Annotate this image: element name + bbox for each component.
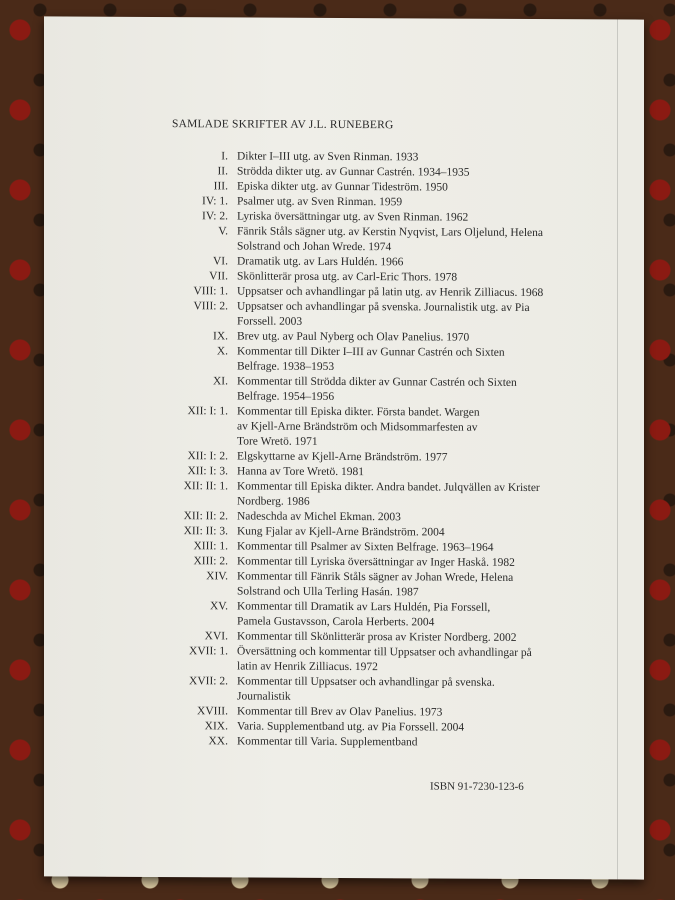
volume-line: Pamela Gustavsson, Carola Herberts. 2004 xyxy=(237,615,435,629)
volume-line: Kommentar till Skönlitterär prosa av Krister Nordberg. 2002 xyxy=(237,630,517,644)
volume-number: X. xyxy=(216,345,228,358)
volume-description xyxy=(237,404,594,451)
volume-number: XII: II: 3. xyxy=(183,525,228,538)
volume-line: Kung Fjalar av Kjell-Arne Brändström. 2004 xyxy=(237,525,445,539)
volume-line: Forssell. 2003 xyxy=(237,315,303,328)
volume-line: Nordberg. 1986 xyxy=(237,495,310,508)
volume-number: II. xyxy=(217,165,228,178)
volume-line: av Kjell-Arne Brändström och Midsommarfesten av xyxy=(237,420,478,434)
volume-number: VIII: 2. xyxy=(193,300,228,313)
volume-entry xyxy=(154,224,594,256)
volume-number: XIII: 2. xyxy=(193,555,228,568)
volume-number: XII: II: 2. xyxy=(183,510,228,523)
volume-line: Lyriska översättningar utg. av Sven Rinman. 1962 xyxy=(237,210,469,224)
volume-line: Varia. Supplementband utg. av Pia Forssell. 2004 xyxy=(237,720,465,734)
volume-line: Kommentar till Brev av Olav Panelius. 1973 xyxy=(237,705,443,719)
volume-line: Uppsatser och avhandlingar på svenska. Journalistik utg. av Pia xyxy=(237,300,530,314)
volume-line: Psalmer utg. av Sven Rinman. 1959 xyxy=(237,195,403,209)
volume-number: I. xyxy=(221,150,228,163)
volume-line: Kommentar till Uppsatser och avhandlingar på svenska. xyxy=(237,675,495,689)
volume-description xyxy=(237,374,594,406)
volume-number: XII: I: 2. xyxy=(187,450,228,463)
volume-number: XVIII. xyxy=(197,705,228,718)
volume-number: XII: I: 1. xyxy=(187,405,228,418)
volume-line: Brev utg. av Paul Nyberg och Olav Panelius. 1970 xyxy=(237,330,470,344)
volume-entry xyxy=(154,644,594,676)
volume-number: IX. xyxy=(212,330,228,343)
volume-list xyxy=(154,149,594,751)
volume-entry xyxy=(154,569,594,601)
volume-line: Översättning och kommentar till Uppsatser och avhandlingar på xyxy=(237,645,532,659)
volume-description xyxy=(237,734,594,751)
spine-fold xyxy=(617,19,618,879)
volume-entry xyxy=(154,599,594,631)
volume-line: Kommentar till Episka dikter. Första bandet. Wargen xyxy=(237,405,480,419)
volume-number: XVII: 2. xyxy=(189,675,228,688)
volume-line: Kommentar till Lyriska översättningar av Inger Haskå. 1982 xyxy=(237,555,515,569)
book-back-cover xyxy=(44,16,644,879)
volume-entry xyxy=(154,734,594,751)
volume-line: Belfrage. 1954–1956 xyxy=(237,390,335,403)
volume-description xyxy=(237,479,594,511)
volume-number: III. xyxy=(213,180,228,193)
volume-entry xyxy=(154,479,594,511)
volume-line: Kommentar till Dramatik av Lars Huldén, Pia Forssell, xyxy=(237,600,491,614)
volume-line: Hanna av Tore Wretö. 1981 xyxy=(237,465,365,479)
volume-entry xyxy=(154,404,594,451)
volume-line: Solstrand och Ulla Terling Hasán. 1987 xyxy=(237,585,419,599)
volume-line: Solstrand och Johan Wrede. 1974 xyxy=(237,240,392,254)
volume-line: Kommentar till Dikter I–III av Gunnar Castrén och Sixten xyxy=(237,345,505,359)
volume-line: Belfrage. 1938–1953 xyxy=(237,360,335,373)
series-title: SAMLADE SKRIFTER AV J.L. RUNEBERG xyxy=(172,118,394,132)
volume-number: V. xyxy=(218,225,228,238)
volume-line: Elgskyttarne av Kjell-Arne Brändström. 1977 xyxy=(237,450,448,464)
volume-description xyxy=(237,674,594,706)
volume-line: Nadeschda av Michel Ekman. 2003 xyxy=(237,510,401,524)
volume-number: VI. xyxy=(212,255,228,268)
volume-line: Kommentar till Fänrik Ståls sägner av Johan Wrede, Helena xyxy=(237,570,514,584)
volume-entry xyxy=(154,299,594,331)
volume-line: Skönlitterär prosa utg. av Carl-Eric Thors. 1978 xyxy=(237,270,458,284)
volume-description xyxy=(237,644,594,676)
volume-number: IV: 1. xyxy=(202,195,228,208)
volume-line: Episka dikter utg. av Gunnar Tideström. 1950 xyxy=(237,180,448,194)
volume-description xyxy=(237,299,594,331)
volume-number: XIX. xyxy=(204,720,228,733)
volume-line: Uppsatser och avhandlingar på latin utg. av Henrik Zilliacus. 1968 xyxy=(237,285,544,300)
volume-line: Dramatik utg. av Lars Huldén. 1966 xyxy=(237,255,404,269)
volume-line: Fänrik Ståls sägner utg. av Kerstin Nyqvist, Lars Oljelund, Helena xyxy=(237,225,543,240)
volume-number: XVII: 1. xyxy=(189,645,228,658)
volume-number: XII: II: 1. xyxy=(183,480,228,493)
volume-line: Tore Wretö. 1971 xyxy=(237,435,318,448)
volume-entry xyxy=(154,344,594,376)
volume-number: XII: I: 3. xyxy=(187,465,228,478)
volume-number: VII. xyxy=(209,270,228,283)
volume-description xyxy=(237,569,594,601)
volume-number: XI. xyxy=(212,375,228,388)
volume-line: Kommentar till Varia. Supplementband xyxy=(237,735,418,749)
volume-number: XVI. xyxy=(204,630,228,643)
isbn: ISBN 91-7230-123-6 xyxy=(430,780,524,793)
volume-number: XX. xyxy=(208,735,228,748)
volume-number: VIII: 1. xyxy=(193,285,228,298)
volume-line: Kommentar till Psalmer av Sixten Belfrage. 1963–1964 xyxy=(237,540,494,554)
volume-line: Journalistik xyxy=(237,690,291,703)
volume-line: latin av Henrik Zilliacus. 1972 xyxy=(237,660,378,674)
volume-number: XV. xyxy=(209,600,228,613)
volume-entry xyxy=(154,374,594,406)
volume-description xyxy=(237,344,594,376)
volume-entry xyxy=(154,674,594,706)
volume-line: Strödda dikter utg. av Gunnar Castrén. 1934–1935 xyxy=(237,165,470,179)
volume-description xyxy=(237,224,594,256)
volume-number: XIV. xyxy=(206,570,228,583)
volume-line: Kommentar till Episka dikter. Andra bandet. Julqvällen av Krister xyxy=(237,480,540,495)
volume-line: Dikter I–III utg. av Sven Rinman. 1933 xyxy=(237,150,419,164)
volume-number: IV: 2. xyxy=(202,210,228,223)
volume-number: XIII: 1. xyxy=(193,540,228,553)
volume-line: Kommentar till Strödda dikter av Gunnar Castrén och Sixten xyxy=(237,375,517,389)
volume-description xyxy=(237,599,594,631)
